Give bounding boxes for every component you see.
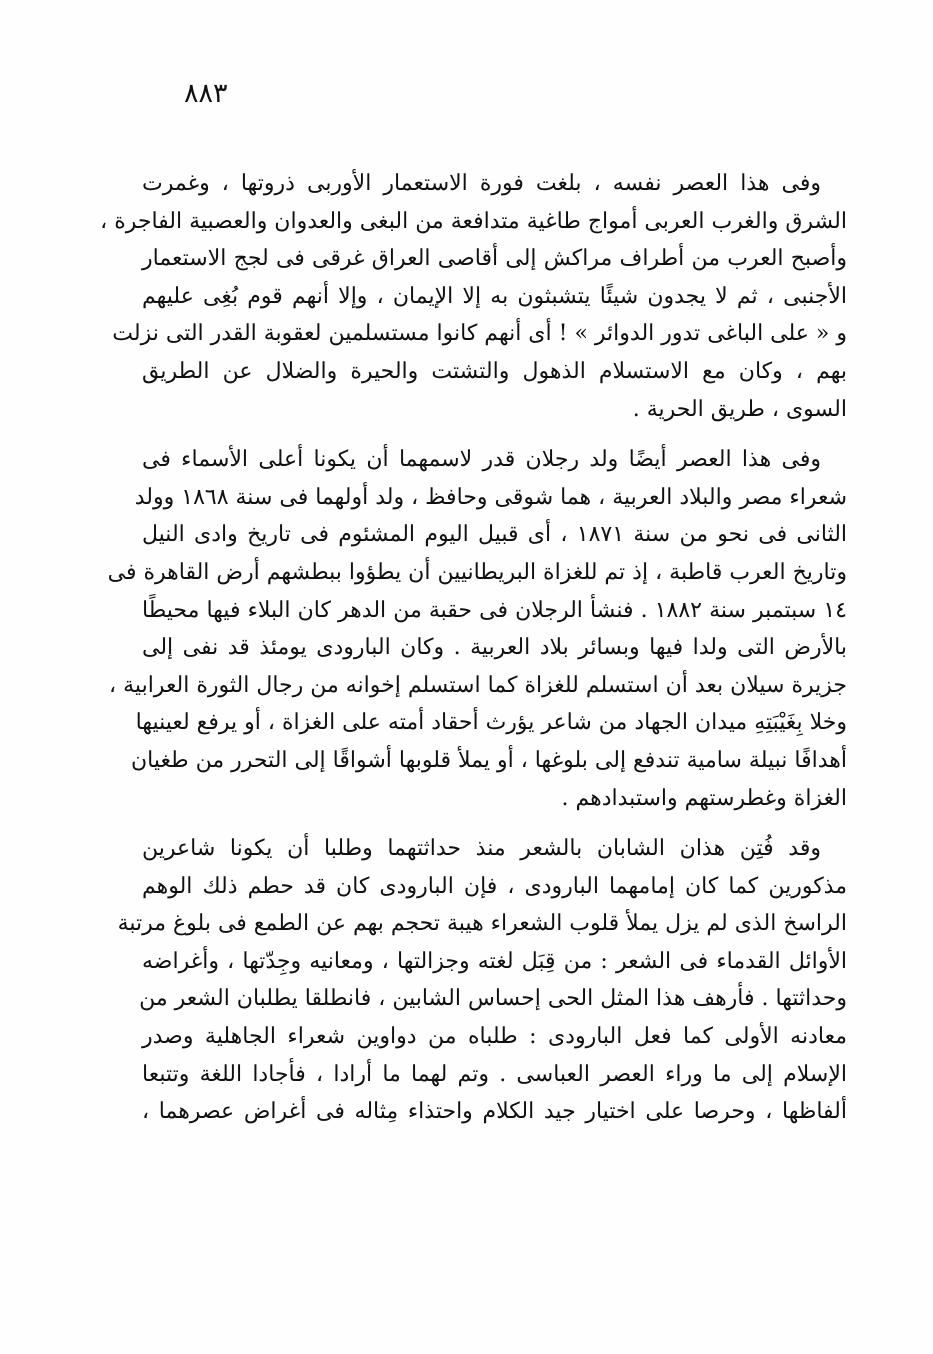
text-line: وفى هذا العصر نفسه ، بلغت فورة الاستعمار الأوربى ذروتها ، وغمرت xyxy=(142,171,821,196)
text-line: شعراء مصر والبلاد العربية ، هما شوقى وحافظ ، ولد أولهما فى سنة ١٨٦٨ وولد xyxy=(134,484,847,510)
text-line: أهدافًا نبيلة سامية تندفع إلى بلوغها ، أو يملأ قلوبها أشواقًا إلى التحرر من طغيان xyxy=(130,747,847,773)
text-line: الراسخ الذى لم يزل يملأ قلوب الشعراء هيبة تحجم بهم عن الطمع فى بلوغ مرتبة xyxy=(117,911,847,937)
text-line: معادنه الأولى كما فعل البارودى : طلباه من دواوين شعراء الجاهلية وصدر xyxy=(142,1024,847,1050)
body-text xyxy=(100,165,848,1144)
page-number: ٨٨٣ xyxy=(184,78,228,109)
text-line: الأجنبى ، ثم لا يجدون شيئًا يتشبثون به إلا الإيمان ، وإلا أنهم قوم بُغِى عليهم xyxy=(142,283,847,309)
text-line: مذكورين كما كان إمامهما البارودى ، فإن البارودى كان قد حطم ذلك الوهم xyxy=(142,873,847,899)
text-line: الثانى فى نحو من سنة ١٨٧١ ، أى قبيل اليوم المشئوم فى تاريخ وادى النيل xyxy=(142,522,848,548)
text-line: الإسلام إلى ما وراء العصر العباسى . وتم لهما ما أرادا ، فأجادا اللغة وتتبعا xyxy=(142,1061,847,1087)
text-line: بهم ، وكان مع الاستسلام الذهول والتشتت والحيرة والضلال عن الطريق xyxy=(142,358,847,384)
paragraph-1 xyxy=(100,165,847,428)
text-line: وحداثتها . فأرهف هذا المثل الحى إحساس الشابين ، فانطلقا يطلبان الشعر من xyxy=(139,986,847,1012)
text-line: ١٤ سبتمبر سنة ١٨٨٢ . فنشأ الرجلان فى حقبة من الدهر كان البلاء فيها محيطًا xyxy=(142,597,847,623)
text-line: وخلا بِغَيْبَتِهِ ميدان الجهاد من شاعر يؤرث أحقاد أمته على الغزاة ، أو يرفع لعينيها xyxy=(135,710,847,736)
text-line: وتاريخ العرب قاطبة ، إذ تم للغزاة البريطانيين أن يطؤوا ببطشهم أرض القاهرة فى xyxy=(107,559,847,585)
paragraph-2 xyxy=(107,441,848,817)
text-line: السوى ، طريق الحرية . xyxy=(632,396,847,422)
text-line: وأصبح العرب من أطراف مراكش إلى أقاصى العراق غرقى فى لجج الاستعمار xyxy=(142,246,847,272)
text-line: الشرق والغرب العربى أمواج طاغية متدافعة من البغى والعدوان والعصبية الفاجرة ، xyxy=(100,208,847,234)
text-line: وفى هذا العصر أيضًا ولد رجلان قدر لاسمهما أن يكونا أعلى الأسماء فى xyxy=(142,447,821,473)
text-line: جزيرة سيلان بعد أن استسلم للغزاة كما استسلم إخوانه من رجال الثورة العرابية ، xyxy=(109,672,847,698)
text-line: بالأرض التى ولدا فيها وبسائر بلاد العربية . وكان البارودى يومئذ قد نفى إلى xyxy=(142,635,847,661)
paragraph-3 xyxy=(117,830,847,1131)
text-line: ألفاظها ، وحرصا على اختيار جيد الكلام واحتذاء مِثاله فى أغراض عصرهما ، xyxy=(142,1099,847,1125)
text-line: و « على الباغى تدور الدوائر » ! أى أنهم كانوا مستسلمين لعقوبة القدر التى نزلت xyxy=(112,321,847,347)
text-line: وقد فُتِن هذان الشابان بالشعر منذ حداثتهما وطلبا أن يكونا شاعرين xyxy=(142,836,821,862)
text-line: الأوائل القدماء فى الشعر : من قِبَل لغته وجزالتها ، ومعانيه وجِدّتها ، وأغراضه xyxy=(142,948,847,974)
text-line: الغزاة وغطرستهم واستبدادهم . xyxy=(561,785,847,811)
